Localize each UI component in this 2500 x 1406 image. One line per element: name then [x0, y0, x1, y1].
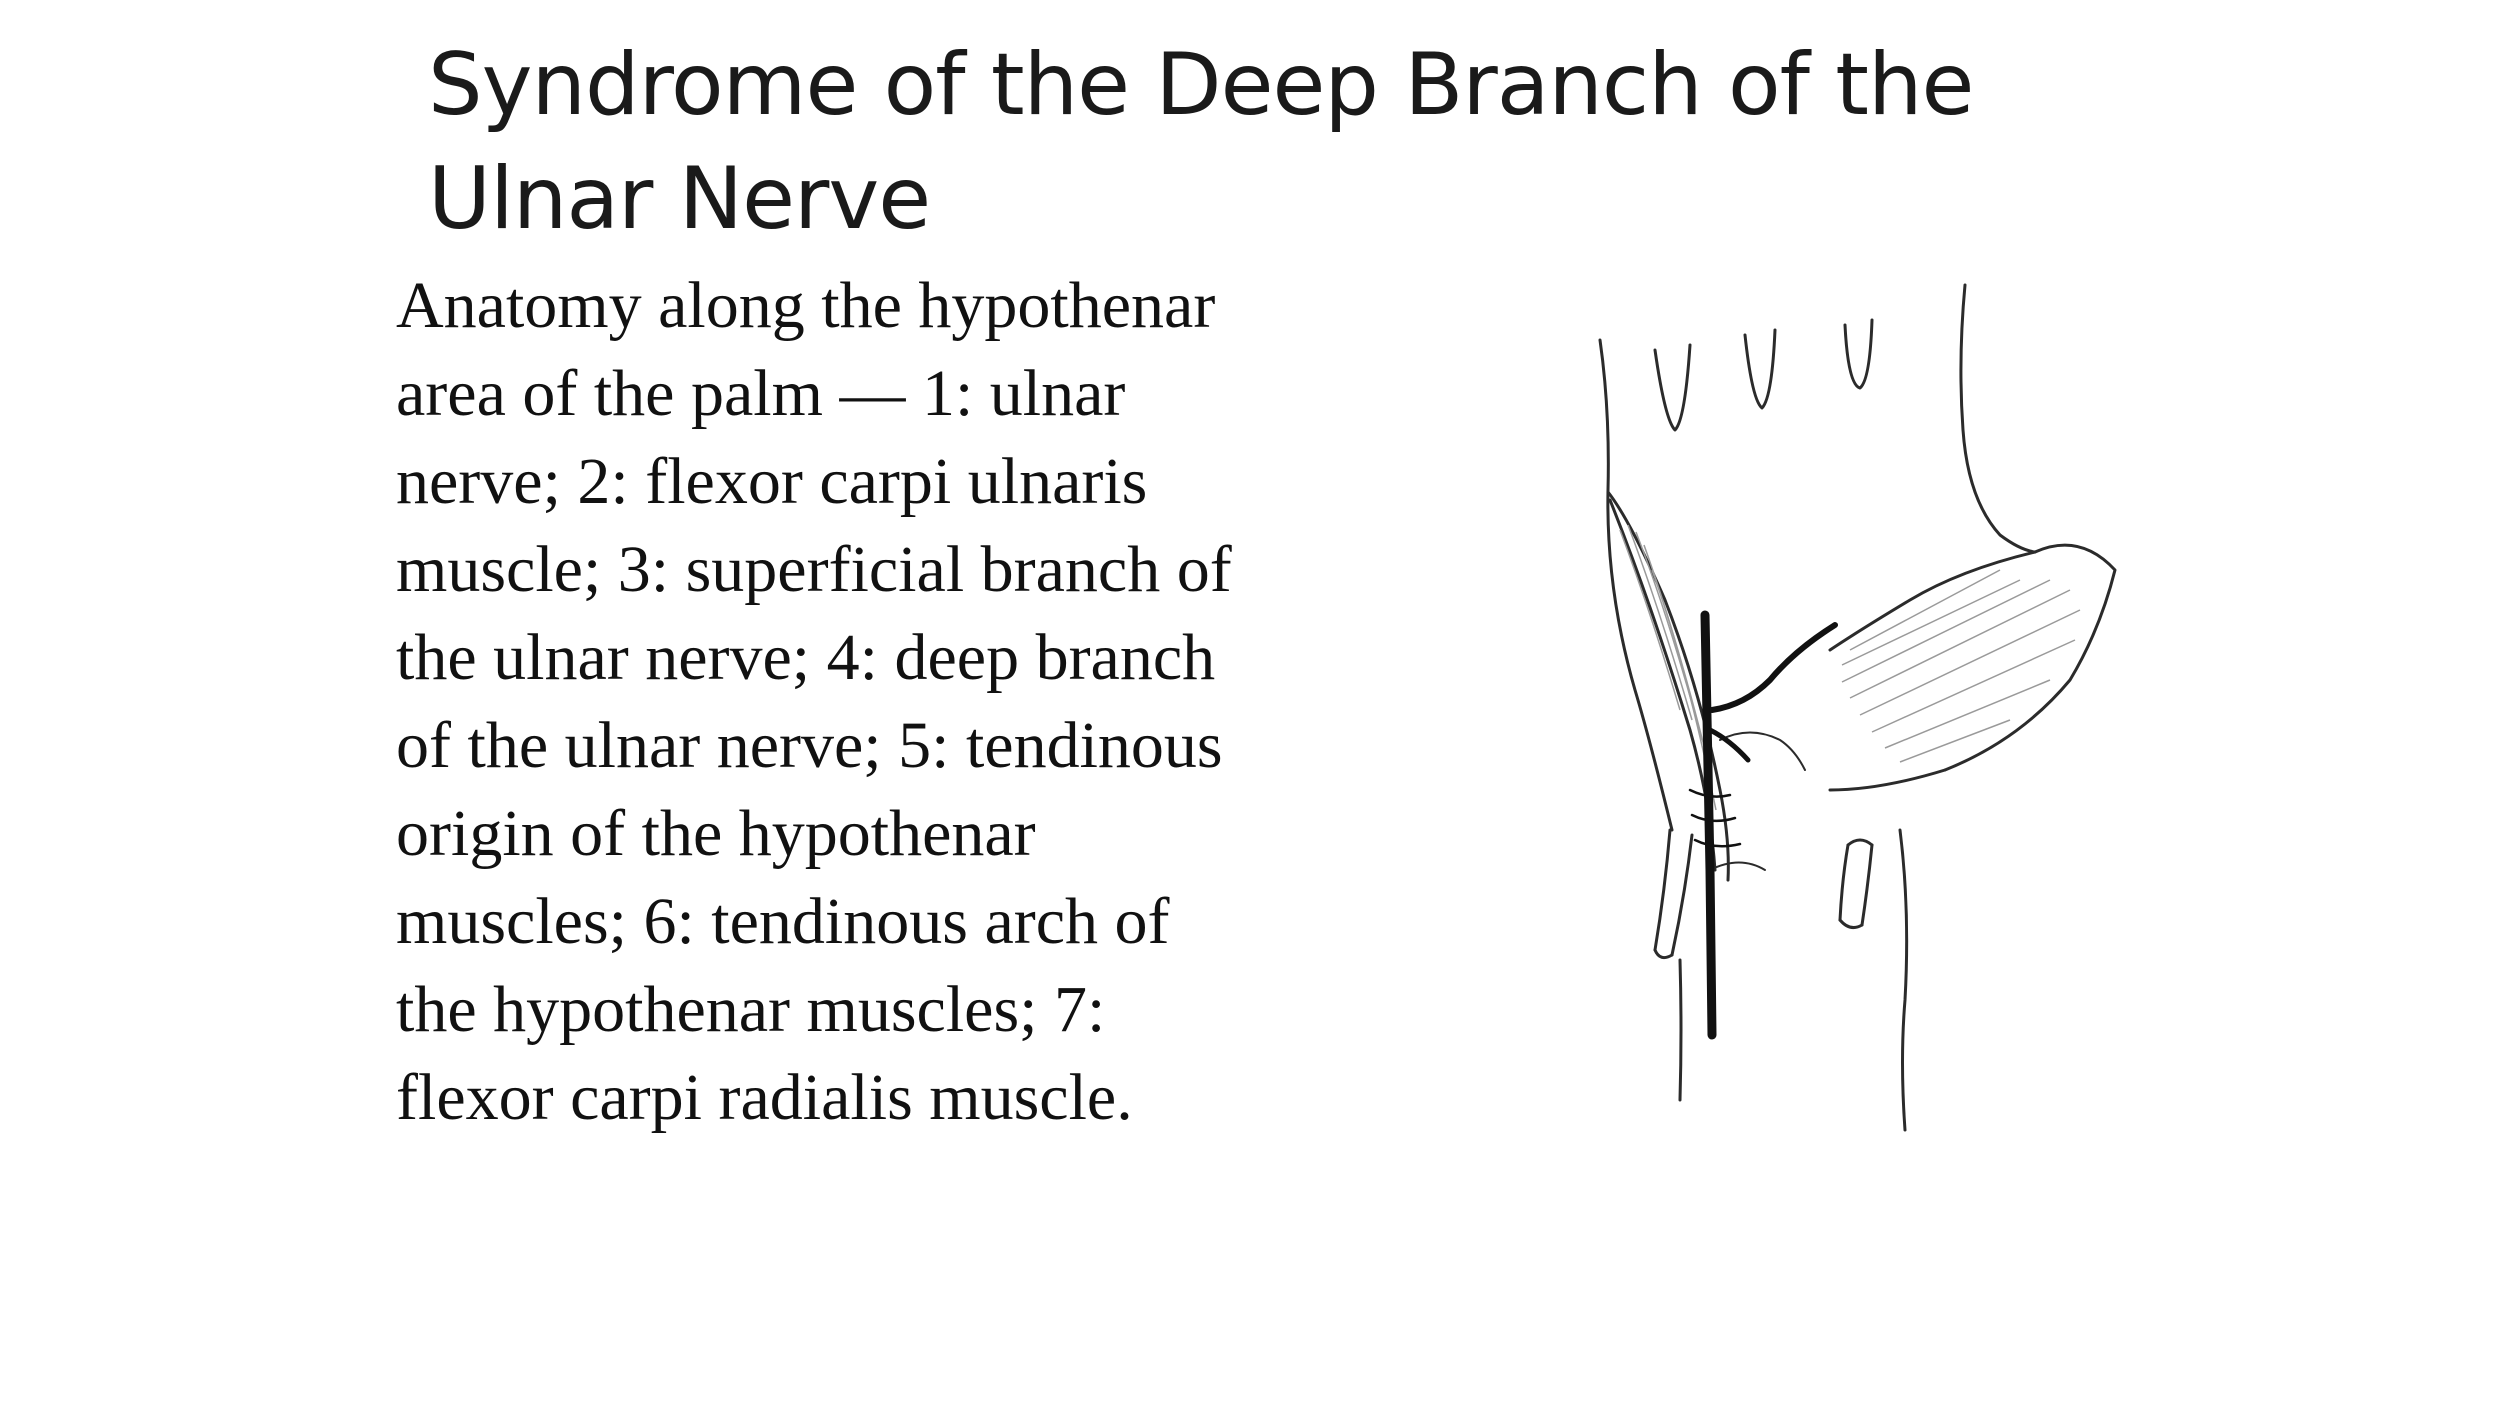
thenar-upper-edge [1830, 552, 2035, 650]
palm-left-edge [1600, 340, 1672, 830]
hypothenar-anatomy-illustration [1580, 270, 2180, 1150]
fcu-outer [1610, 500, 1715, 870]
slide-title-line-2: Ulnar Nerve [428, 149, 931, 249]
caption-line-8: muscles; 6: tendinous arch of [396, 885, 1170, 958]
superficial-branch [1710, 730, 1748, 760]
caption-line-7: origin of the hypothenar [396, 797, 1036, 870]
caption-line-9: the hypothenar muscles; 7: [396, 973, 1106, 1046]
fcr-tendon-top [1848, 840, 1872, 845]
fcr-tendon-left [1840, 845, 1848, 920]
finger-web-3 [1845, 320, 1872, 388]
fcr-tendon-cap [1840, 920, 1862, 928]
caption-line-5: the ulnar nerve; 4: deep branch [396, 621, 1216, 694]
caption-line-10: flexor carpi radialis muscle. [396, 1061, 1133, 1134]
slide-title-line-1: Syndrome of the Deep Branch of the [428, 35, 1974, 135]
ulnar-nerve-group [1690, 615, 1835, 1035]
tendinous-arch [1720, 733, 1805, 771]
figure-caption [396, 262, 1396, 1142]
fcu-tendon-cap [1655, 950, 1672, 958]
thenar-right-edge [1945, 545, 2115, 770]
thenar-lower-edge [1830, 770, 1945, 790]
fcr-tendon-right [1862, 845, 1872, 925]
forearm-left-line [1680, 960, 1681, 1100]
finger-web-1 [1655, 345, 1690, 430]
caption-line-1: Anatomy along the hypothenar [396, 269, 1216, 342]
forearm-right-line [1900, 830, 1907, 1130]
ulnar-nerve [1705, 615, 1712, 1035]
tendinous-origin [1710, 863, 1765, 871]
anatomy-drawing [1580, 270, 2180, 1150]
fcu-tendon-left [1655, 830, 1670, 950]
deep-branch [1712, 625, 1835, 710]
fcu-tendon-right [1672, 835, 1692, 955]
nerve-twigs [1690, 790, 1740, 846]
palm-right-edge [1961, 285, 2035, 552]
caption-line-6: of the ulnar nerve; 5: tendinous [396, 709, 1223, 782]
caption-line-4: muscle; 3: superficial branch of [396, 533, 1232, 606]
finger-web-2 [1745, 330, 1775, 408]
caption-line-3: nerve; 2: flexor carpi ulnaris [396, 445, 1148, 518]
slide-title [428, 28, 2128, 256]
caption-line-2: area of the palm — 1: ulnar [396, 357, 1126, 430]
